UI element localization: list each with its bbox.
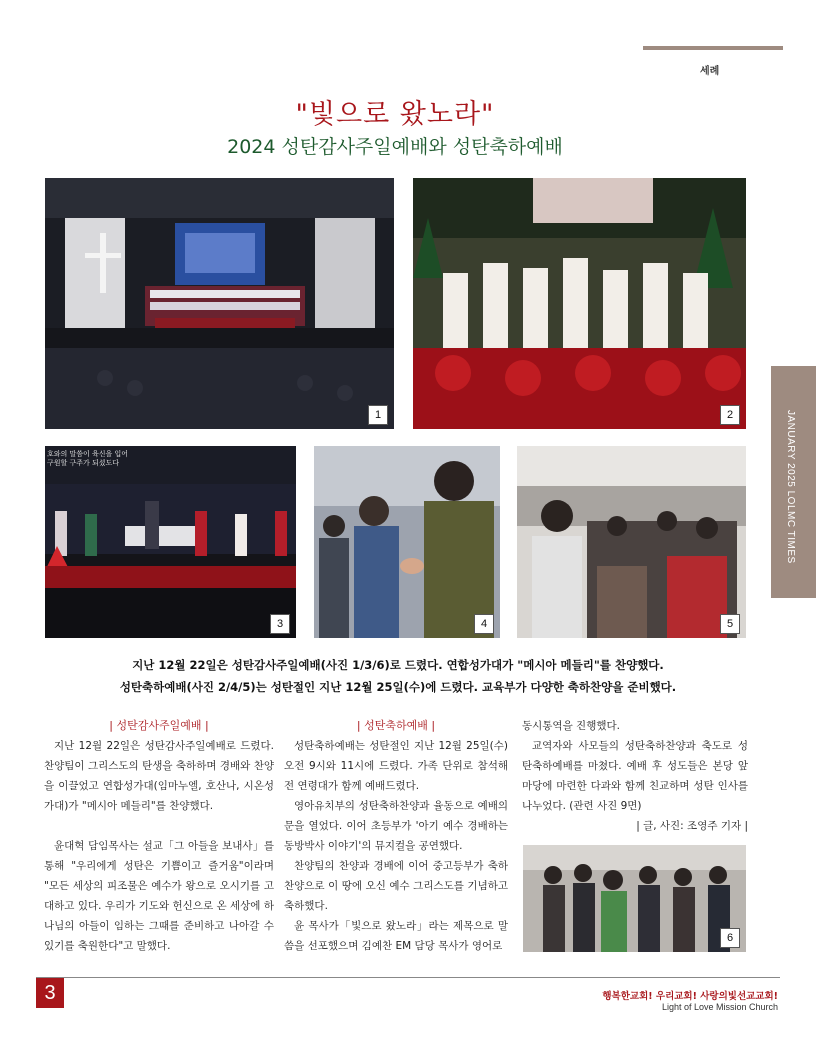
paragraph: 동시통역을 진행했다. <box>522 720 620 732</box>
photo-children-angels <box>413 178 746 429</box>
photo-number: 5 <box>720 614 740 634</box>
article-column-3 <box>522 716 748 836</box>
footer-church-name: Light of Love Mission Church <box>661 1002 778 1012</box>
photo-number: 4 <box>474 614 494 634</box>
photo-number: 1 <box>368 405 388 425</box>
article-title: "빛으로 왔노라" <box>295 99 495 130</box>
issue-side-tab <box>771 366 816 598</box>
page-number: 3 <box>36 978 64 1008</box>
article-subtitle: 2024 성탄감사주일예배와 성탄축하예배 <box>227 136 563 158</box>
paragraph: 성탄축하예배는 성탄절인 지난 12월 25일(수) 오전 9시와 11시에 드렸다. 가족 단위로 참석해 전 연령대가 함께 예배드렸다. <box>284 740 508 792</box>
column-heading: | 성탄감사주일예배 | <box>109 719 209 732</box>
photo-congregation <box>517 446 746 638</box>
photo-number: 6 <box>720 928 740 948</box>
header-rule <box>643 46 783 50</box>
article-column-2 <box>284 716 508 956</box>
photo-stage-worship <box>45 446 296 638</box>
photo-number: 2 <box>720 405 740 425</box>
paragraph: 윤대혁 담임목사는 설교「그 아들을 보내사」를 통해 "우리에게 성탄은 기쁨이고 즐거움"이라며 "모든 세상의 피조물은 예수가 왕으로 오시기를 고대하고 있다. 우리가 기도와 헌신으로 온 세상에 하나님의 아들이 임하는 그때를 준비하고 나아갈 수 있기를 축원한다"고 말했다. <box>44 840 274 952</box>
section-label: 세례 <box>700 66 720 77</box>
footer-slogan: 행복한교회! 우리교회! 사랑의빛선교교회! <box>602 991 778 1002</box>
photo-sanctuary-choir <box>45 178 394 429</box>
article-column-1 <box>44 716 274 956</box>
photo-number: 3 <box>270 614 290 634</box>
paragraph: 교역자와 사모들의 성탄축하찬양과 축도로 성탄축하예배를 마쳤다. 예배 후 성도들은 본당 앞마당에 마련한 다과와 함께 친교하며 성탄 인사를 나누었다. (관련 사진 9면) <box>522 740 748 812</box>
photo-youth-praising <box>314 446 500 638</box>
paragraph: 지난 12월 22일은 성탄감사주일예배로 드렸다. 찬양팀이 그리스도의 탄생을 축하하며 경배와 찬양을 이끌었고 연합성가대(임마누엘, 호산나, 시온성가대)가 "메시아 메들리"를 찬양했다. <box>44 740 274 812</box>
issue-label: JANUARY 2025 LOLMC TIMES <box>785 410 796 564</box>
paragraph: 윤 목사가「빛으로 왔노라」라는 제목으로 말씀을 선포했으며 김예찬 EM 담당 목사가 영어로 <box>284 920 508 952</box>
paragraph: 영아유치부의 성탄축하찬양과 율동으로 예배의 문을 열었다. 이어 초등부가 '아기 예수 경배하는 동방박사 이야기'의 뮤지컬을 공연했다. <box>284 800 508 852</box>
footer-rule <box>36 977 780 978</box>
photo-congregation-standing <box>523 845 746 952</box>
paragraph: 찬양팀의 찬양과 경배에 이어 중고등부가 축하찬양으로 이 땅에 오신 예수 그리스도를 기념하고 축하했다. <box>284 860 508 912</box>
byline: | 글, 사진: 조영주 기자 | <box>636 820 748 832</box>
screen-lyrics: 호와의 말씀이 육신을 입어 구원할 구주가 되셨도다 <box>47 450 129 467</box>
photo-caption: 지난 12월 22일은 성탄감사주일예배(사진 1/3/6)로 드렸다. 연합성가대가 "메시아 메들리"를 찬양했다. 성탄축하예배(사진 2/4/5)는 성탄절인 지난 12월 25일(수)에 드렸다. 교육부가 다양한 축하찬양을 준비했다. <box>119 658 677 694</box>
column-heading: | 성탄축하예배 | <box>356 719 436 732</box>
